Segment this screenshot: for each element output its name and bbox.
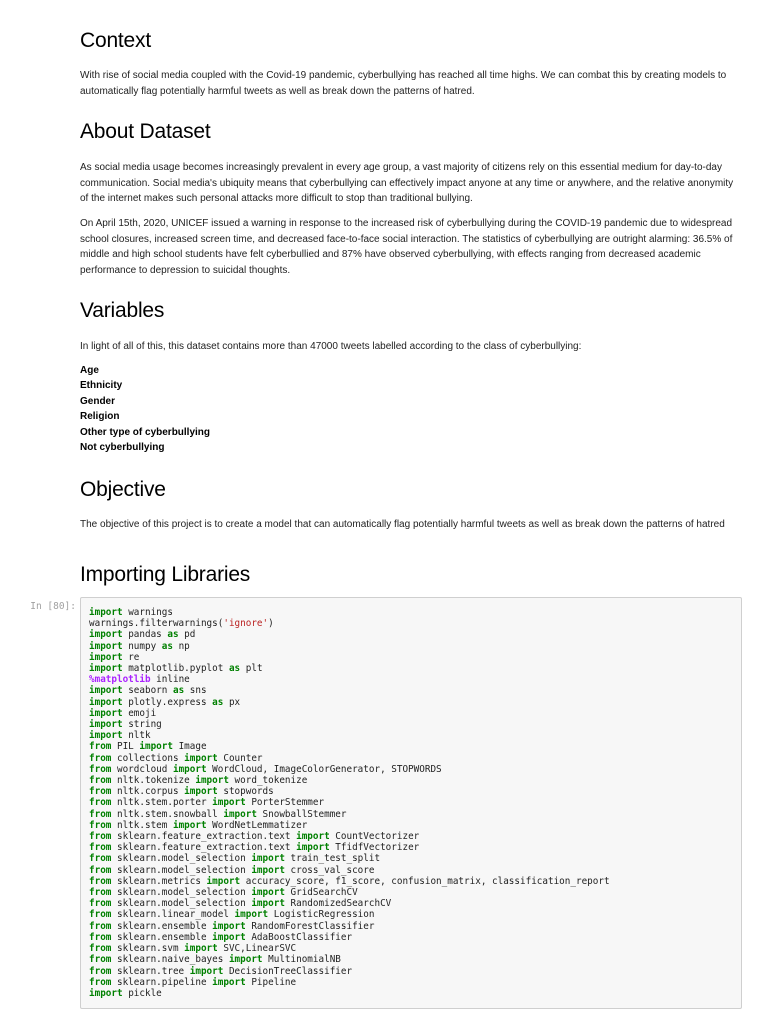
code-text: nltk.stem	[111, 819, 173, 831]
code-text: nltk.corpus	[111, 786, 185, 798]
code-text: sklearn.feature_extraction.text	[111, 831, 297, 843]
variable-item: Age	[80, 365, 99, 376]
about-dataset-heading: About Dataset	[80, 120, 211, 143]
code-text: SnowballStemmer	[256, 808, 347, 820]
code-keyword: import	[89, 651, 123, 663]
code-keyword: from	[89, 842, 112, 854]
code-text: word_tokenize	[228, 775, 308, 787]
code-text: inline	[150, 674, 190, 686]
code-text: PorterStemmer	[245, 797, 325, 809]
code-text: sklearn.model_selection	[111, 864, 252, 876]
objective-heading: Objective	[80, 478, 166, 501]
code-text: np	[172, 640, 190, 652]
code-line	[89, 674, 610, 685]
code-keyword: from	[89, 853, 112, 865]
code-keyword: import	[139, 741, 173, 753]
code-cell[interactable]	[80, 597, 742, 1009]
importing-libraries-heading: Importing Libraries	[80, 563, 251, 586]
code-text: RandomForestClassifier	[245, 920, 375, 932]
code-line	[89, 921, 610, 932]
code-line	[89, 932, 610, 943]
code-line	[89, 685, 610, 696]
code-line	[89, 629, 610, 640]
code-keyword: import	[184, 943, 218, 955]
code-text: sklearn.model_selection	[111, 898, 252, 910]
code-keyword: as	[172, 685, 185, 697]
code-keyword: import	[212, 976, 246, 988]
code-keyword: import	[251, 898, 285, 910]
code-keyword: from	[89, 864, 112, 876]
code-text: Counter	[217, 752, 263, 764]
code-text: train_test_split	[284, 853, 381, 865]
code-text: AdaBoostClassifier	[245, 931, 353, 943]
code-text: Pipeline	[245, 976, 297, 988]
context-heading: Context	[80, 29, 151, 52]
code-keyword: import	[223, 808, 257, 820]
variables-heading: Variables	[80, 299, 165, 322]
code-keyword: from	[89, 887, 112, 899]
code-text: sklearn.linear_model	[111, 909, 235, 921]
code-line	[89, 842, 610, 853]
code-text: sklearn.pipeline	[111, 976, 213, 988]
code-magic: %matplotlib	[89, 674, 151, 686]
code-keyword: from	[89, 965, 112, 977]
code-text: sns	[184, 685, 207, 697]
code-keyword: as	[228, 663, 241, 675]
code-line	[89, 865, 610, 876]
code-line	[89, 988, 610, 999]
code-text: TfidfVectorizer	[329, 842, 420, 854]
code-keyword: import	[251, 887, 285, 899]
code-text: MultinomialNB	[262, 954, 341, 966]
variable-item: Other type of cyberbullying	[80, 426, 211, 438]
variables-intro: In light of all of this, this dataset contains more than 47000 tweets labelled according to the class of cyberbullying:	[80, 341, 582, 352]
code-keyword: from	[89, 775, 112, 787]
code-keyword: import	[89, 640, 123, 652]
code-line	[89, 764, 610, 775]
code-keyword: import	[89, 629, 123, 641]
code-text: nltk.tokenize	[111, 775, 196, 787]
code-line	[89, 943, 610, 954]
code-keyword: import	[195, 775, 229, 787]
code-keyword: import	[172, 763, 207, 775]
code-line	[89, 753, 610, 764]
code-line	[89, 853, 610, 864]
code-text: nltk.stem.porter	[111, 797, 213, 809]
code-text: sklearn.naive_bayes	[111, 954, 229, 966]
about-dataset-paragraph-1: As social media usage becomes increasingly prevalent in every age group, a vast majority of citizens rely on this essential medium for day-to-day communication. Social media's ubiquity means that cyberbullying can effectively impact anyone at any time or anywhere, and the relative anonymity of the internet makes such personal attacks more difficult to stop than traditional bullying.	[80, 162, 734, 204]
code-line	[89, 607, 610, 618]
code-keyword: import	[172, 819, 207, 831]
code-line	[89, 730, 610, 741]
code-keyword: from	[89, 763, 112, 775]
code-text: cross_val_score	[284, 864, 375, 876]
code-keyword: import	[89, 607, 123, 618]
code-keyword: import	[251, 864, 285, 876]
code-text: sklearn.ensemble	[111, 920, 213, 932]
code-line	[89, 708, 610, 719]
code-text: matplotlib.pyplot	[122, 663, 229, 675]
variable-item: Religion	[80, 411, 120, 423]
code-text: sklearn.tree	[111, 965, 190, 977]
code-line	[89, 697, 610, 708]
code-keyword: import	[212, 931, 246, 943]
code-keyword: from	[89, 752, 112, 764]
code-line	[89, 876, 610, 887]
code-keyword: import	[228, 954, 263, 966]
code-text: accuracy_score, f1_score, confusion_matrix, classification_report	[240, 875, 610, 887]
code-keyword: import	[212, 797, 246, 809]
code-keyword: from	[89, 786, 112, 798]
code-line	[89, 641, 610, 652]
code-line	[89, 652, 610, 663]
code-line	[89, 954, 610, 965]
code-editor[interactable]	[89, 607, 610, 999]
code-text: RandomizedSearchCV	[284, 898, 392, 910]
code-keyword: import	[89, 707, 123, 719]
code-text: numpy	[122, 640, 162, 652]
code-line	[89, 966, 610, 977]
cell-prompt: In [80]:	[30, 601, 76, 612]
code-keyword: as	[212, 696, 224, 708]
code-keyword: from	[89, 819, 112, 831]
code-line	[89, 719, 610, 730]
code-text: WordCloud, ImageColorGenerator, STOPWORDS	[206, 763, 442, 775]
code-text: sklearn.ensemble	[111, 931, 213, 943]
code-keyword: import	[206, 875, 241, 887]
code-text: SVC,LinearSVC	[217, 943, 297, 955]
variable-item: Ethnicity	[80, 380, 123, 392]
code-keyword: from	[89, 954, 112, 966]
code-text: string	[122, 719, 162, 731]
code-line	[89, 831, 610, 842]
code-keyword: from	[89, 831, 112, 843]
code-keyword: import	[89, 685, 123, 697]
code-keyword: from	[89, 875, 112, 887]
code-text: LogisticRegression	[268, 909, 375, 921]
code-keyword: from	[89, 976, 112, 988]
code-text: nltk	[122, 730, 151, 742]
code-line	[89, 618, 610, 629]
code-keyword: import	[89, 719, 123, 731]
code-keyword: from	[89, 741, 112, 753]
code-keyword: import	[234, 909, 269, 921]
code-text: GridSearchCV	[284, 887, 358, 899]
code-string: 'ignore'	[223, 618, 269, 630]
code-text: plotly.express	[122, 696, 213, 708]
code-text: WordNetLemmatizer	[206, 819, 308, 831]
code-text: DecisionTreeClassifier	[223, 965, 353, 977]
code-text: sklearn.feature_extraction.text	[111, 842, 297, 854]
code-keyword: import	[184, 786, 218, 798]
code-keyword: from	[89, 920, 112, 932]
code-text: warnings	[122, 607, 173, 618]
code-text: sklearn.metrics	[111, 875, 207, 887]
code-text: sklearn.model_selection	[111, 853, 252, 865]
code-line	[89, 909, 610, 920]
code-keyword: import	[89, 696, 123, 708]
code-text: pd	[178, 629, 196, 641]
code-keyword: import	[296, 842, 330, 854]
code-line	[89, 820, 610, 831]
code-text: )	[268, 618, 274, 630]
code-keyword: as	[161, 640, 173, 652]
code-line	[89, 797, 610, 808]
code-text: seaborn	[122, 685, 173, 697]
variable-item: Not cyberbullying	[80, 442, 165, 454]
code-text: pandas	[122, 629, 168, 641]
code-text: Image	[172, 741, 207, 753]
code-keyword: import	[212, 920, 246, 932]
code-text: pickle	[122, 987, 162, 999]
code-keyword: import	[89, 730, 123, 742]
code-keyword: as	[167, 629, 179, 641]
code-keyword: import	[251, 853, 285, 865]
code-text: CountVectorizer	[329, 831, 420, 843]
code-text: nltk.stem.snowball	[111, 808, 224, 820]
code-keyword: import	[184, 752, 218, 764]
code-line	[89, 977, 610, 988]
code-keyword: from	[89, 943, 112, 955]
code-text: emoji	[122, 707, 157, 719]
code-text: sklearn.model_selection	[111, 887, 252, 899]
code-keyword: from	[89, 808, 112, 820]
code-text: sklearn.svm	[111, 943, 185, 955]
variable-item: Gender	[80, 395, 116, 407]
code-line	[89, 809, 610, 820]
about-dataset-paragraph-2: On April 15th, 2020, UNICEF issued a warning in response to the increased risk of cyberbullying during the COVID-19 pandemic due to widespread school closures, increased screen time, and decreased face-to-face social interaction. The statistics of cyberbullying are outright alarming: 36.5% of middle and high school students have felt cyberbullied and 87% have observed cyberbullying, with effects ranging from decreased academic performance to depression to suicidal thoughts.	[80, 218, 733, 276]
code-line	[89, 786, 610, 797]
code-text: warnings.filterwarnings(	[89, 618, 224, 630]
code-keyword: import	[189, 965, 224, 977]
code-text: PIL	[111, 741, 140, 753]
code-line	[89, 898, 610, 909]
code-line	[89, 887, 610, 898]
code-line	[89, 741, 610, 752]
code-keyword: from	[89, 898, 112, 910]
code-keyword: import	[89, 987, 123, 999]
code-text: collections	[111, 752, 185, 764]
context-text: With rise of social media coupled with the Covid-19 pandemic, cyberbullying has reached all time highs. We can combat this by creating models to automatically flag potentially harmful tweets as well as break down the patterns of hatred.	[80, 70, 727, 97]
code-line	[89, 775, 610, 786]
code-keyword: from	[89, 909, 112, 921]
code-keyword: import	[296, 831, 330, 843]
code-keyword: from	[89, 797, 112, 809]
code-text: re	[122, 651, 140, 663]
objective-text: The objective of this project is to create a model that can automatically flag potentially harmful tweets as well as break down the patterns of hatred	[80, 519, 725, 530]
code-text: plt	[240, 663, 263, 675]
code-keyword: from	[89, 931, 112, 943]
code-text: stopwords	[217, 786, 274, 798]
code-text: wordcloud	[111, 763, 173, 775]
variables-list	[80, 363, 736, 455]
code-keyword: import	[89, 663, 123, 675]
code-line	[89, 663, 610, 674]
code-text: px	[223, 696, 241, 708]
